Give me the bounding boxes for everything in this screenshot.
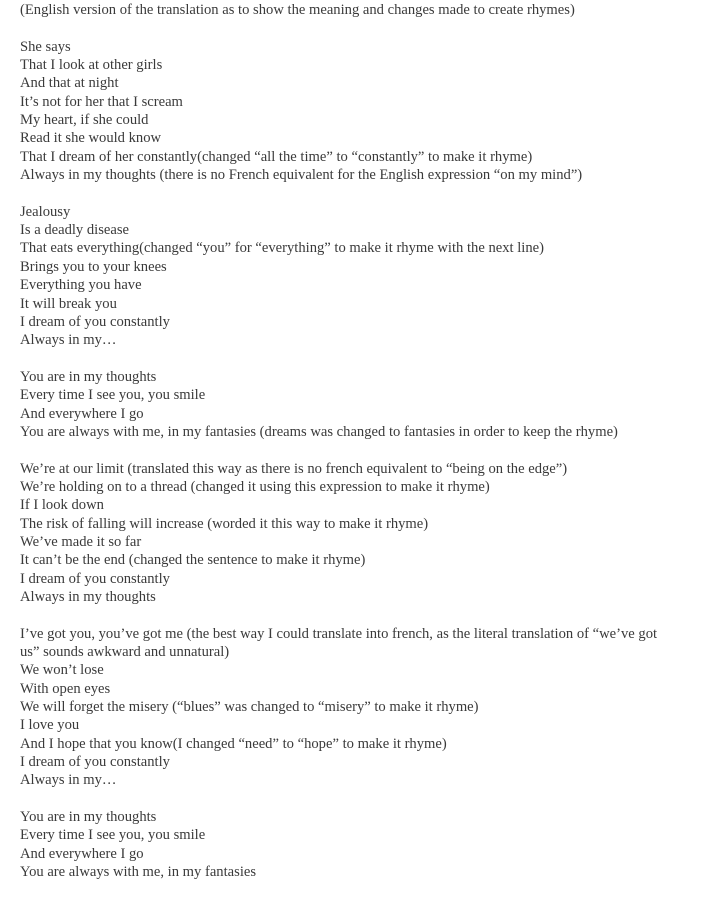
lyric-line: Always in my thoughts (there is no French equivalent for the English expression “on my mind”): [20, 167, 583, 184]
chorus-2: [20, 808, 660, 881]
verse-1: [20, 38, 660, 185]
lyric-line: Always in my thoughts: [20, 589, 156, 605]
verse-2: [20, 203, 660, 350]
lyric-line: With open eyes: [20, 680, 111, 697]
lyric-line: If I look down: [20, 497, 104, 514]
verse-3: [20, 460, 660, 607]
lyric-line: Is a deadly disease: [20, 222, 130, 239]
lyric-line: That eats everything(changed “you” for “everything” to make it rhyme with the next line): [20, 240, 544, 257]
lyric-line: Every time I see you, you smile: [20, 387, 206, 404]
lyric-line: Read it she would know: [20, 130, 162, 147]
verse-4: [20, 625, 660, 790]
lyric-line: And everywhere I go: [20, 845, 144, 862]
lyric-line: And that at night: [20, 75, 119, 92]
lyric-line: You are in my thoughts: [20, 809, 157, 826]
lyric-line: Jealousy: [20, 203, 71, 220]
lyric-line: I’ve got you, you’ve got me (the best way I could translate into french, as the literal translation of “we’ve got us” sounds awkward and unnatural): [20, 625, 658, 661]
lyric-line: That I look at other girls: [20, 57, 163, 74]
lyric-line: It’s not for her that I scream: [20, 93, 183, 110]
intro-stanza: [20, 1, 660, 19]
lyric-line: And I hope that you know(I changed “need” to “hope” to make it rhyme): [20, 735, 447, 752]
lyric-line: That I dream of her constantly(changed “all the time” to “constantly” to make it rhyme): [20, 148, 533, 165]
lyric-line: And everywhere I go: [20, 405, 144, 422]
chorus-1: [20, 368, 660, 441]
lyric-line: I love you: [20, 717, 80, 734]
lyric-line: It will break you: [20, 295, 117, 312]
lyric-line: She says: [20, 38, 71, 55]
lyric-line: You are always with me, in my fantasies (dreams was changed to fantasies in order to keep the rhyme): [20, 423, 618, 440]
lyric-line: We will forget the misery (“blues” was changed to “misery” to make it rhyme): [20, 699, 479, 716]
lyric-line: You are in my thoughts: [20, 368, 157, 385]
lyric-line: Everything you have: [20, 277, 142, 294]
lyric-line: Every time I see you, you smile: [20, 827, 206, 844]
lyric-line: The risk of falling will increase (worded it this way to make it rhyme): [20, 515, 429, 532]
lyric-line: Brings you to your knees: [20, 258, 167, 275]
lyric-line: We won’t lose: [20, 662, 104, 679]
lyric-line: It can’t be the end (changed the sentence to make it rhyme): [20, 552, 366, 569]
translation-document: [20, 1, 660, 882]
intro-note: (English version of the translation as to show the meaning and changes made to create rhymes): [20, 2, 575, 18]
lyric-line: We’re holding on to a thread (changed it using this expression to make it rhyme): [20, 478, 490, 495]
lyric-line: We’ve made it so far: [20, 533, 142, 550]
lyric-line: Always in my…: [20, 772, 117, 789]
lyric-line: I dream of you constantly: [20, 754, 170, 771]
lyric-line: I dream of you constantly: [20, 570, 170, 587]
lyric-line: I dream of you constantly: [20, 313, 170, 330]
lyric-line: My heart, if she could: [20, 112, 149, 129]
lyric-line: Always in my…: [20, 332, 117, 349]
lyric-line: You are always with me, in my fantasies: [20, 864, 257, 881]
lyric-line: We’re at our limit (translated this way as there is no french equivalent to “being on the edge”): [20, 460, 568, 477]
